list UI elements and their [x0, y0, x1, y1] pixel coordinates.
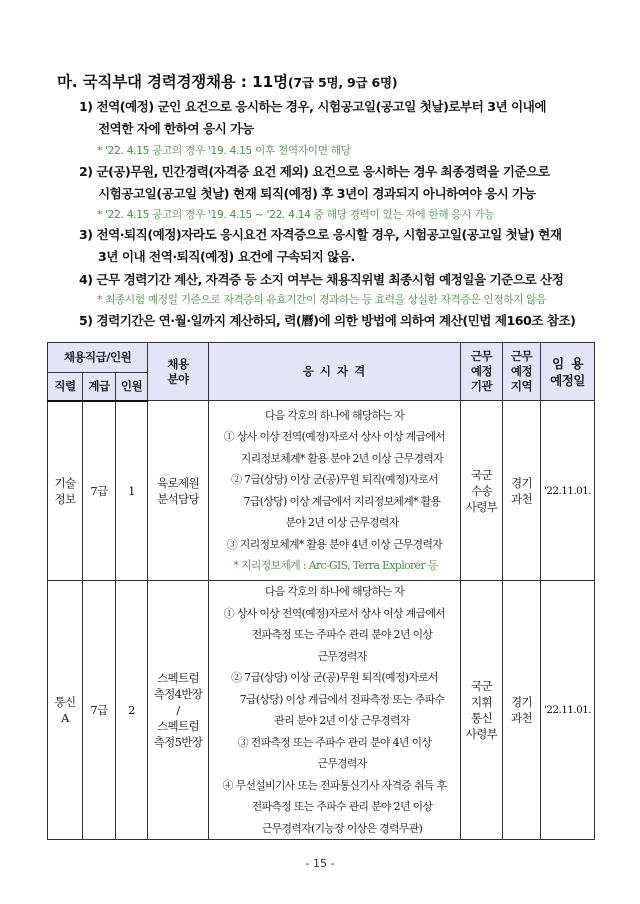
qual-item-2-cont: 관리 분야 2년 이상 근무경력자	[274, 714, 410, 727]
series-cell	[48, 581, 83, 840]
header-qualification: 응 시 자 격	[209, 343, 461, 401]
qual-item-2: ② 7급(상당) 이상 군(공)무원 퇴직(예정)자로서	[231, 473, 438, 486]
series-cell	[48, 401, 83, 581]
item-2-line-1: 2) 군(공)무원, 민간경력(자격증 요건 제외) 요건으로 응시하는 경우 최종경력을 기준으로	[79, 164, 550, 179]
agency-cell	[461, 581, 503, 840]
series-line: A	[61, 711, 69, 725]
region-line: 경기	[511, 695, 533, 709]
field-line: /	[176, 703, 180, 717]
date-cell: '22.11.01.	[541, 581, 595, 840]
header-agency-line: 예정	[470, 364, 493, 378]
qual-note: * 지리정보체계 : Arc-GIS, Terra Explorer 등	[233, 559, 438, 572]
item-1-line-2: 전역한 자에 한하여 응시 가능	[98, 121, 254, 136]
region-line: 과천	[511, 491, 533, 506]
item-3-line-1: 3) 전역·퇴직(예정)자라도 응시요건 자격증으로 응시할 경우, 시험공고일(공고일 첫날) 현재	[79, 227, 562, 242]
field-line: 분석담당	[156, 491, 200, 506]
field-cell	[148, 581, 209, 840]
qual-item-1-cont: 지리정보체계* 활용 분야 2년 이상 근무경력자	[240, 451, 444, 465]
qual-item-3: ③ 지리정보체계* 활용 분야 4년 이상 근무경력자	[226, 537, 443, 551]
item-2-line-2: 시험공고일(공고일 첫날) 현재 퇴직(예정) 후 3년이 경과되지 아니하여야 응시 가능	[98, 186, 536, 201]
agency-line: 사령부	[465, 727, 498, 741]
qual-intro: 다음 각호의 하나에 해당하는 자	[264, 585, 405, 598]
qual-item-2-cont: 7급(상당) 이상 계급에서 전파측정 또는 주파수	[239, 692, 445, 706]
table-row	[48, 401, 595, 581]
qual-item-2-cont: 7급(상당) 이상 계급에서 지리정보체계* 활용	[243, 494, 441, 508]
qual-item-1-cont: 전파측정 또는 주파수 관리 분야 2년 이상	[251, 628, 433, 641]
header-grade: 계급	[83, 373, 116, 401]
grade-cell: 7급	[83, 581, 116, 840]
region-cell	[503, 581, 541, 840]
header-field	[148, 343, 209, 401]
qual-item-4-cont: 근무경력자(기능장 이상은 경력무관)	[261, 821, 423, 835]
field-line: 스펙트럼	[156, 719, 200, 733]
count-cell: 1	[116, 401, 148, 581]
qual-item-2: ② 7급(상당) 이상 군(공)무원 퇴직(예정)자로서	[231, 671, 438, 684]
header-date-line: 임 용	[552, 355, 583, 371]
header-agency-line: 기관	[470, 379, 493, 393]
qual-intro: 다음 각호의 하나에 해당하는 자	[264, 408, 405, 422]
agency-line: 통신	[471, 711, 493, 725]
header-agency-line: 근무	[470, 349, 493, 363]
header-region	[503, 343, 541, 401]
qual-item-3-cont: 근무경력자	[317, 757, 367, 770]
qual-item-3: ③ 전파측정 또는 주파수 관리 분야 4년 이상	[237, 735, 432, 749]
section-heading	[57, 70, 397, 92]
agency-line: 국군	[471, 467, 493, 482]
agency-cell	[461, 401, 503, 581]
agency-line: 수송	[471, 483, 493, 498]
region-line: 경기	[511, 475, 533, 490]
qual-item-1: ① 상사 이상 전역(예정)자로서 상사 이상 계급에서	[223, 606, 446, 620]
header-row-top	[48, 343, 595, 373]
header-group: 채용직급/인원	[48, 343, 148, 373]
header-field-line: 채용	[167, 356, 189, 371]
qual-item-2-cont: 분야 2년 이상 근무경력자	[285, 516, 399, 529]
qualification-cell	[209, 581, 461, 840]
field-line: 측정4반장	[153, 687, 203, 701]
item-4-note: * 최종시험 예정일 기준으로 자격증의 유효기간이 경과하는 등 효력을 상실한 자격증은 인정하지 않음	[97, 294, 547, 306]
header-count: 인원	[116, 373, 148, 401]
field-line: 스펙트럼	[156, 671, 200, 685]
header-region-line: 근무	[510, 349, 533, 363]
qual-item-1-cont: 근무경력자	[317, 649, 367, 663]
header-date	[541, 343, 595, 401]
item-1-line-1: 1) 전역(예정) 군인 요건으로 응시하는 경우, 시험공고일(공고일 첫날)로부터 3년 이내에	[79, 99, 547, 114]
region-line: 과천	[511, 711, 533, 725]
header-agency	[461, 343, 503, 401]
item-3-line-2: 3년 이내 전역·퇴직(예정) 요건에 구속되지 않음.	[98, 249, 355, 264]
header-region-line: 예정	[510, 364, 533, 378]
count-cell: 2	[116, 581, 148, 840]
field-line: 측정5반장	[153, 735, 203, 749]
field-cell	[148, 401, 209, 581]
series-line: 통신	[54, 695, 76, 709]
section-title: 마. 국직부대 경력경쟁채용 : 11명	[57, 73, 288, 91]
header-region-line: 지역	[510, 379, 533, 393]
agency-line: 사령부	[465, 499, 498, 514]
date-cell: '22.11.01.	[541, 401, 595, 581]
series-line: 정보	[54, 491, 76, 506]
qual-item-1: ① 상사 이상 전역(예정)자로서 상사 이상 계급에서	[223, 430, 446, 443]
recruitment-table	[47, 342, 595, 840]
item-1-note: * '22. 4.15 공고의 경우 '19. 4.15 이후 전역자이면 해당	[97, 145, 351, 157]
header-field-line: 분야	[167, 371, 189, 386]
agency-line: 지휘	[471, 695, 493, 709]
table-row	[48, 581, 595, 840]
series-line: 기술	[54, 475, 76, 490]
qual-item-4: ④ 무선설비기사 또는 전파통신기사 자격증 취득 후	[222, 778, 447, 792]
page-number: - 15 -	[305, 857, 335, 870]
section-subtitle: (7급 5명, 9급 6명)	[287, 75, 398, 90]
grade-cell: 7급	[83, 401, 116, 581]
qualification-cell	[209, 401, 461, 581]
region-cell	[503, 401, 541, 581]
agency-line: 국군	[471, 679, 493, 693]
header-series: 직렬	[48, 373, 83, 401]
qual-item-4-cont: 전파측정 또는 주파수 관리 분야 2년 이상	[251, 800, 433, 813]
item-5-line-1: 5) 경력기간은 연·월·일까지 계산하되, 력(曆)에 의한 방법에 의하여 계산(민법 제160조 참조)	[79, 313, 576, 328]
item-2-note: * '22. 4.15 공고의 경우 '19. 4.15 ~ '22. 4.14 중 해당 경력이 있는 자에 한해 응시 가능	[97, 209, 495, 221]
header-date-line: 예정일	[550, 372, 585, 388]
item-4-line-1: 4) 근무 경력기간 계산, 자격증 등 소지 여부는 채용직위별 최종시험 예정일을 기준으로 산정	[79, 272, 564, 287]
field-line: 육로제원	[156, 475, 200, 490]
